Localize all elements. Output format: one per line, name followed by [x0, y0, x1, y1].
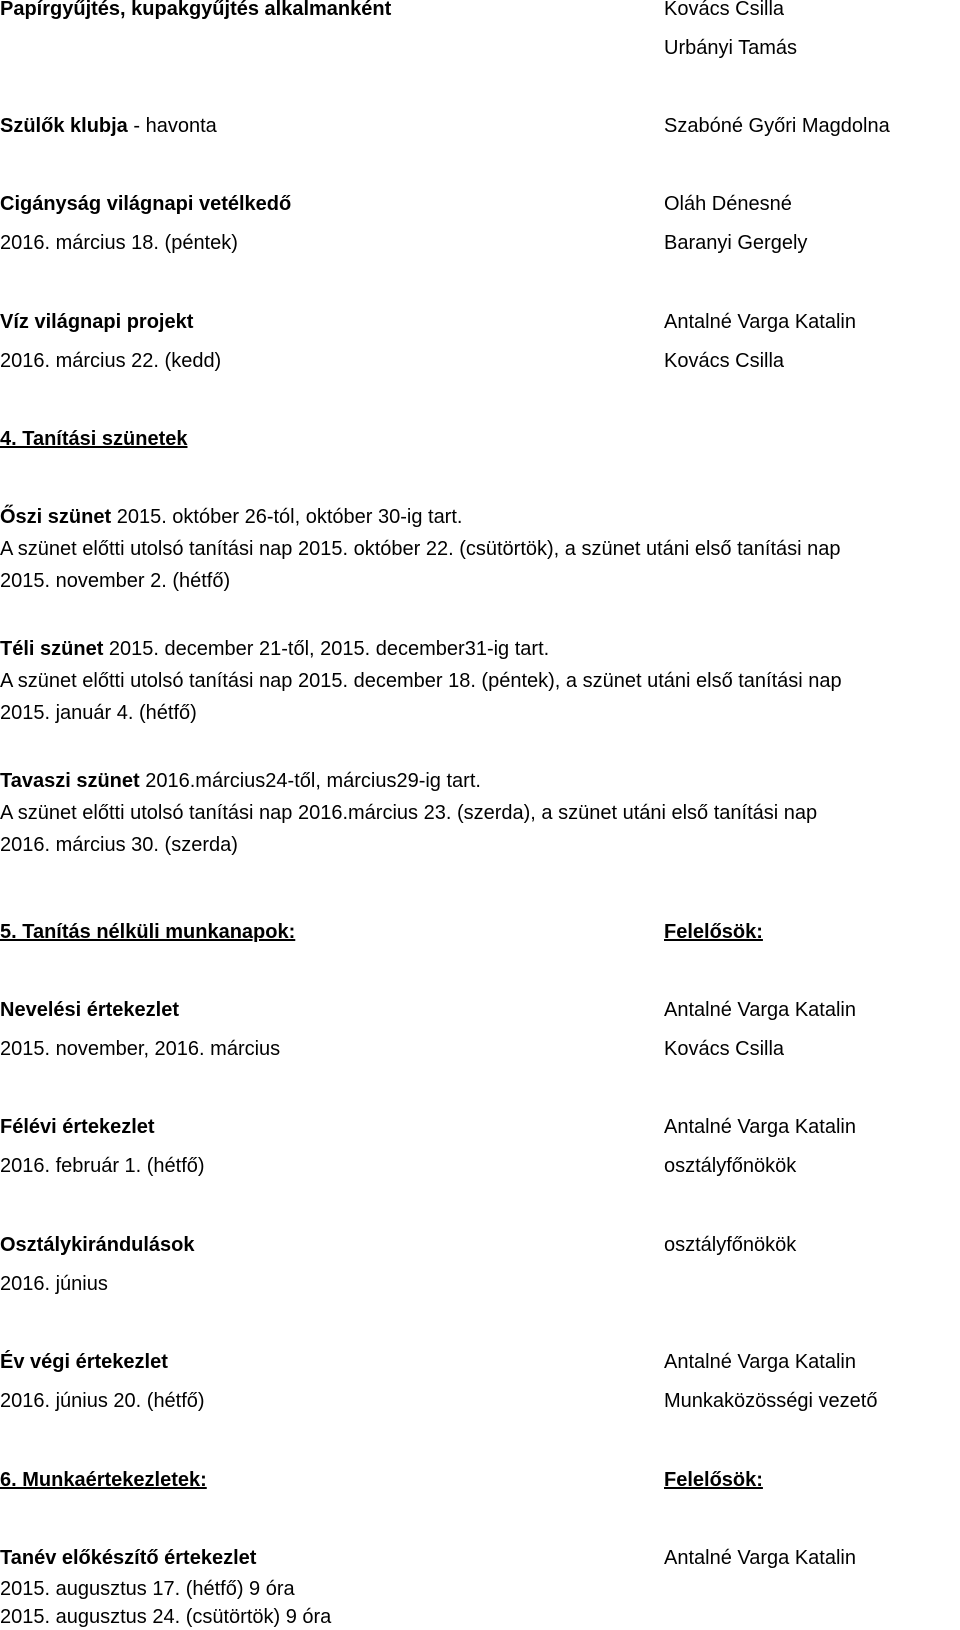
- break-first-day: 2015. november 2. (hétfő): [0, 570, 231, 592]
- meeting-date: 2015. augusztus 17. (hétfő) 9 óra: [0, 1578, 295, 1600]
- activity-title: Szülők klubja: [0, 115, 128, 137]
- responsible-name: Kovács Csilla: [664, 1038, 785, 1060]
- section-heading: 5. Tanítás nélküli munkanapok:: [0, 921, 296, 943]
- break-line: [0, 636, 549, 662]
- break-name: Téli szünet: [0, 638, 104, 660]
- break-last-day: A szünet előtti utolsó tanítási nap 2016.március 23. (szerda), a szünet utáni első tanítási nap: [0, 802, 818, 824]
- workday-date: 2016. június: [0, 1273, 108, 1295]
- break-name: Őszi szünet: [0, 506, 112, 528]
- responsible-name: Szabóné Győri Magdolna: [664, 115, 890, 137]
- responsible-name: Antalné Varga Katalin: [664, 999, 856, 1021]
- responsible-name: Oláh Dénesné: [664, 193, 792, 215]
- activity-title-line: [0, 113, 217, 139]
- break-line: [0, 504, 462, 530]
- break-last-day: A szünet előtti utolsó tanítási nap 2015. december 18. (péntek), a szünet utáni első tanítási nap: [0, 670, 842, 692]
- break-line: [0, 768, 481, 794]
- activity-title: Víz világnapi projekt: [0, 311, 194, 333]
- break-period: 2015. december 21-től, 2015. december31-ig tart.: [103, 638, 550, 660]
- responsible-heading: Felelősök:: [664, 1469, 763, 1491]
- meeting-date: 2015. augusztus 24. (csütörtök) 9 óra: [0, 1606, 332, 1628]
- responsible-name: osztályfőnökök: [664, 1155, 797, 1177]
- activity-title: Cigányság világnapi vetélkedő: [0, 193, 292, 215]
- meeting-title: Tanév előkészítő értekezlet: [0, 1547, 257, 1569]
- activity-frequency: - havonta: [127, 115, 217, 137]
- workday-title: Nevelési értekezlet: [0, 999, 180, 1021]
- responsible-name: Urbányi Tamás: [664, 37, 798, 59]
- responsible-name: Antalné Varga Katalin: [664, 1351, 856, 1373]
- responsible-name: Kovács Csilla: [664, 0, 785, 20]
- workday-title: Osztálykirándulások: [0, 1234, 195, 1256]
- responsible-name: Munkaközösségi vezető: [664, 1390, 878, 1412]
- section-heading: 4. Tanítási szünetek: [0, 428, 188, 450]
- activity-title: Papírgyűjtés, kupakgyűjtés alkalmanként: [0, 0, 392, 20]
- activity-date: 2016. március 18. (péntek): [0, 232, 238, 254]
- responsible-name: osztályfőnökök: [664, 1234, 797, 1256]
- break-name: Tavaszi szünet: [0, 770, 140, 792]
- responsible-name: Antalné Varga Katalin: [664, 1116, 856, 1138]
- break-period: 2015. október 26-tól, október 30-ig tart.: [111, 506, 463, 528]
- responsible-name: Antalné Varga Katalin: [664, 1547, 856, 1569]
- break-last-day: A szünet előtti utolsó tanítási nap 2015. október 22. (csütörtök), a szünet utáni első tanítási nap: [0, 538, 841, 560]
- responsible-name: Antalné Varga Katalin: [664, 311, 856, 333]
- activity-date: 2016. március 22. (kedd): [0, 350, 222, 372]
- section-heading: 6. Munkaértekezletek:: [0, 1469, 207, 1491]
- workday-title: Év végi értekezlet: [0, 1351, 168, 1373]
- workday-date: 2016. június 20. (hétfő): [0, 1390, 205, 1412]
- workday-date: 2015. november, 2016. március: [0, 1038, 281, 1060]
- responsible-name: Baranyi Gergely: [664, 232, 808, 254]
- break-first-day: 2016. március 30. (szerda): [0, 834, 238, 856]
- break-first-day: 2015. január 4. (hétfő): [0, 702, 197, 724]
- break-period: 2016.március24-től, március29-ig tart.: [139, 770, 481, 792]
- responsible-heading: Felelősök:: [664, 921, 763, 943]
- workday-date: 2016. február 1. (hétfő): [0, 1155, 205, 1177]
- responsible-name: Kovács Csilla: [664, 350, 785, 372]
- workday-title: Félévi értekezlet: [0, 1116, 155, 1138]
